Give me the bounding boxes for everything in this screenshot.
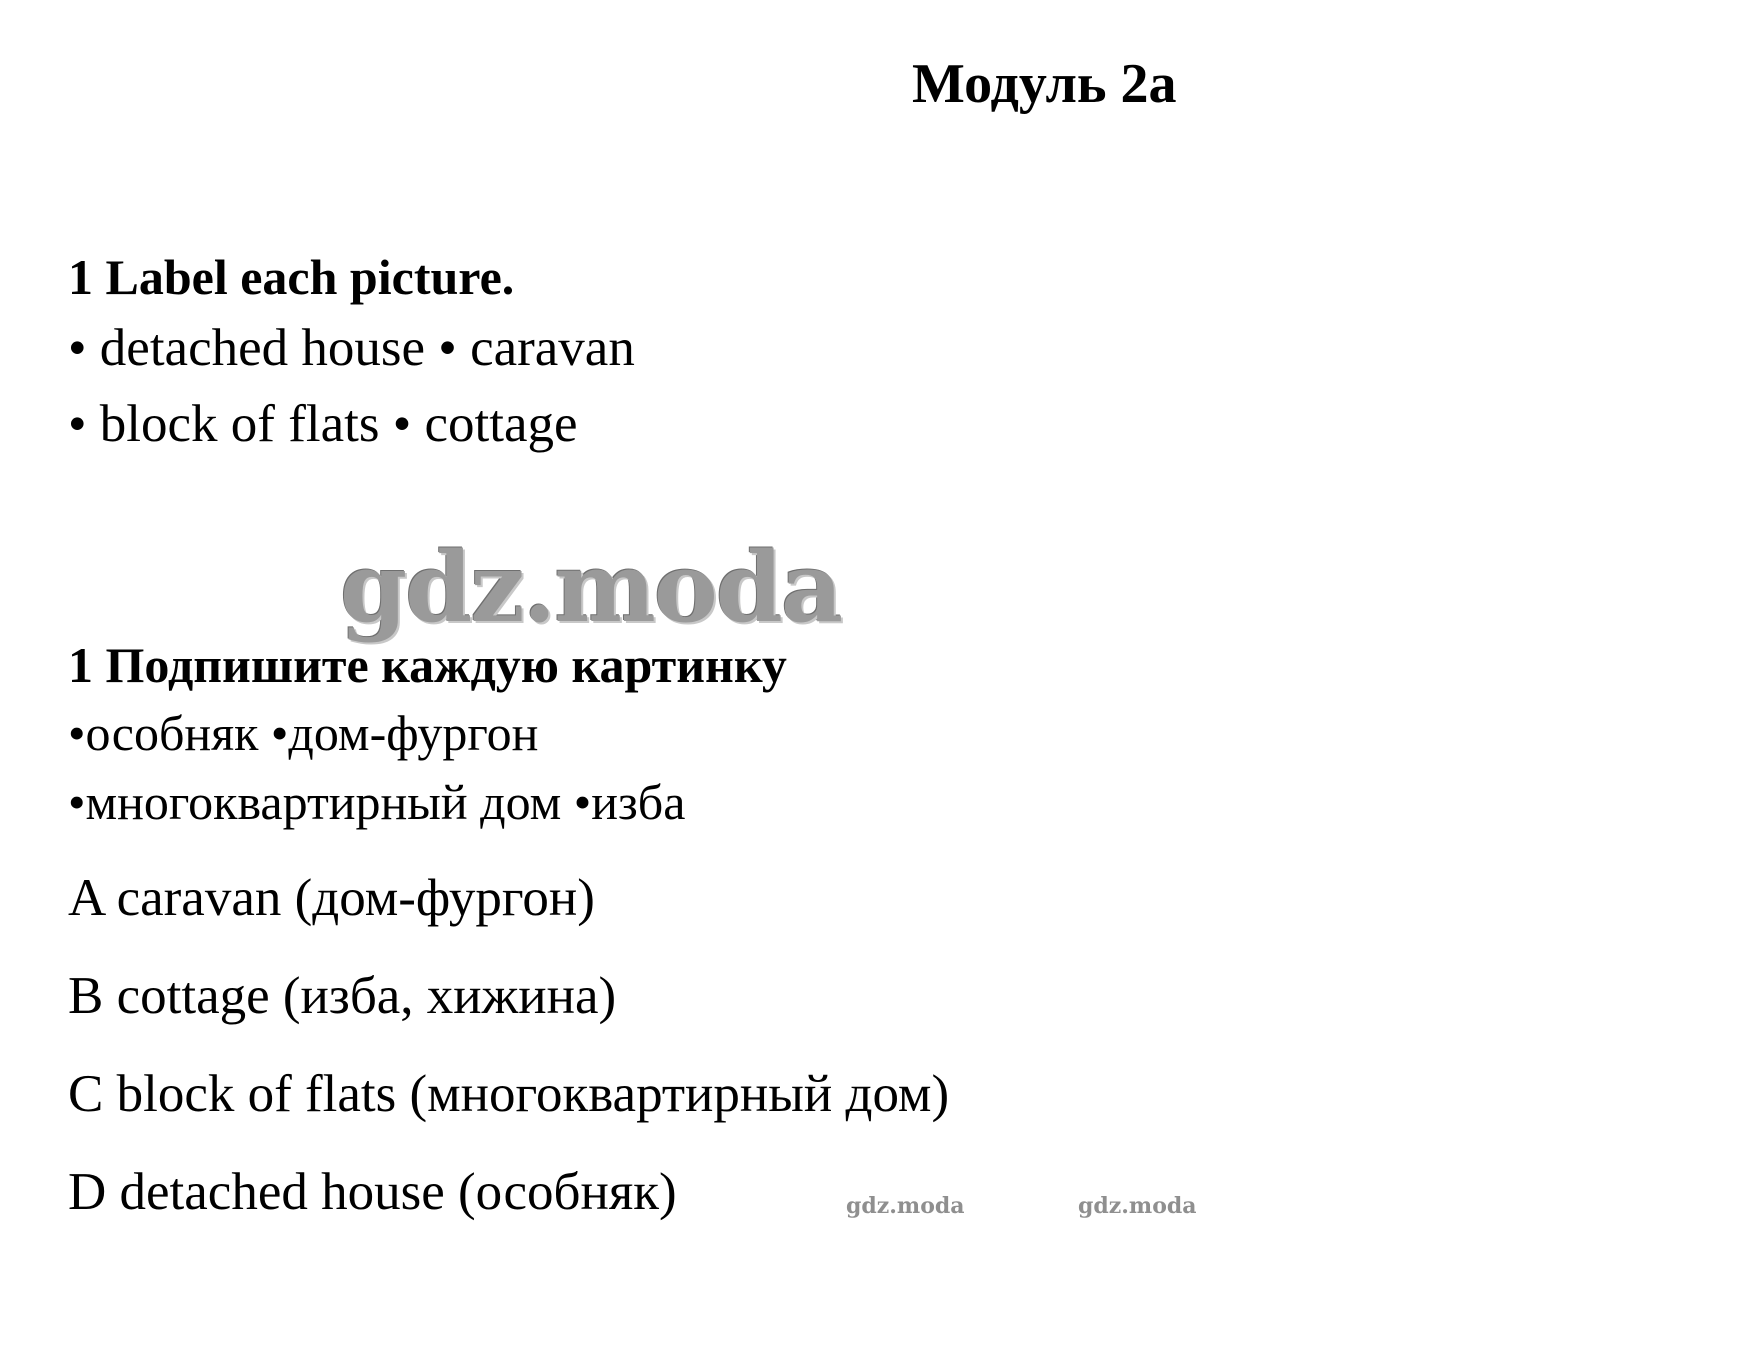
russian-word-line: •особняк •дом-фургон xyxy=(68,705,539,761)
answer-line: D detached house (особняк) xyxy=(68,1163,677,1221)
answer-line: B cottage (изба, хижина) xyxy=(68,967,617,1025)
english-word-line: • block of flats • cottage xyxy=(68,395,578,453)
english-word-line: • detached house • caravan xyxy=(68,319,635,377)
small-watermark: gdz.moda xyxy=(1078,1193,1197,1219)
answer-line: C block of flats (многоквартирный дом) xyxy=(68,1065,950,1123)
page-title: Модуль 2a xyxy=(912,53,1177,115)
russian-task-heading: 1 Подпишите каждую картинку xyxy=(68,637,787,693)
small-watermark: gdz.moda xyxy=(846,1193,965,1219)
watermark-logo: gdz.moda xyxy=(340,531,842,644)
english-task-heading: 1 Label each picture. xyxy=(68,249,515,305)
answer-line: A caravan (дом-фургон) xyxy=(68,869,595,927)
russian-word-line: •многоквартирный дом •изба xyxy=(68,774,686,830)
